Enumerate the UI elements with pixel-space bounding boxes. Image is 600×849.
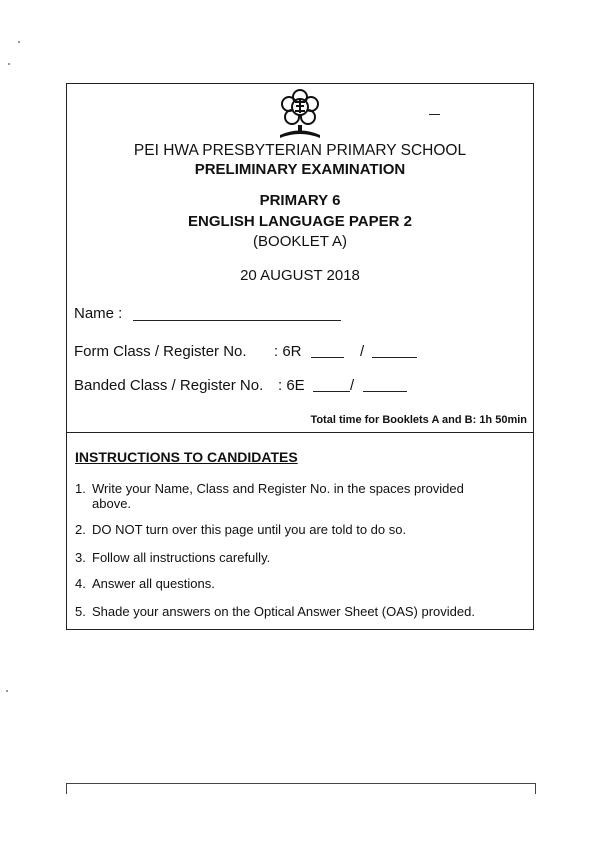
- form-class-prefix: : 6R: [274, 343, 302, 360]
- paper-title: ENGLISH LANGUAGE PAPER 2: [188, 213, 412, 230]
- instructions-box: INSTRUCTIONS TO CANDIDATES 1. Write your Name, Class and Register No. in the spaces provided above. 2. DO NOT turn over this page until you are told to do so. 3. Follow all instructions carefully. 4. Answer all questions. 5. Shade your answers on the Optical Answer Sheet (OAS) provided.: [66, 432, 534, 630]
- form-class-field[interactable]: [311, 357, 344, 358]
- cover-box: [66, 83, 534, 433]
- mark-dash: [429, 114, 440, 115]
- name-field[interactable]: [133, 320, 341, 321]
- school-name: PEI HWA PRESBYTERIAN PRIMARY SCHOOL: [133, 142, 467, 159]
- exam-date: 20 AUGUST 2018: [240, 267, 360, 284]
- total-time: Total time for Booklets A and B: 1h 50min: [310, 414, 527, 426]
- banded-class-slash: /: [350, 377, 355, 394]
- school-crest-icon: [272, 88, 328, 140]
- name-label: Name :: [74, 305, 123, 322]
- exam-title: PRELIMINARY EXAMINATION: [194, 161, 406, 178]
- scan-speck: [18, 41, 20, 43]
- banded-class-field[interactable]: [313, 391, 350, 392]
- level-title: PRIMARY 6: [259, 192, 341, 209]
- instructions-title: INSTRUCTIONS TO CANDIDATES: [75, 449, 298, 465]
- footer-rule: [66, 783, 536, 794]
- form-class-slash: /: [360, 343, 365, 360]
- scan-speck: [6, 690, 8, 692]
- scan-speck: [8, 63, 10, 65]
- banded-class-label: Banded Class / Register No.: [74, 377, 264, 394]
- banded-register-field[interactable]: [363, 391, 407, 392]
- booklet-title: (BOOKLET A): [253, 233, 347, 250]
- form-register-field[interactable]: [372, 357, 417, 358]
- form-class-label: Form Class / Register No.: [74, 343, 247, 360]
- banded-class-prefix: : 6E: [278, 377, 305, 394]
